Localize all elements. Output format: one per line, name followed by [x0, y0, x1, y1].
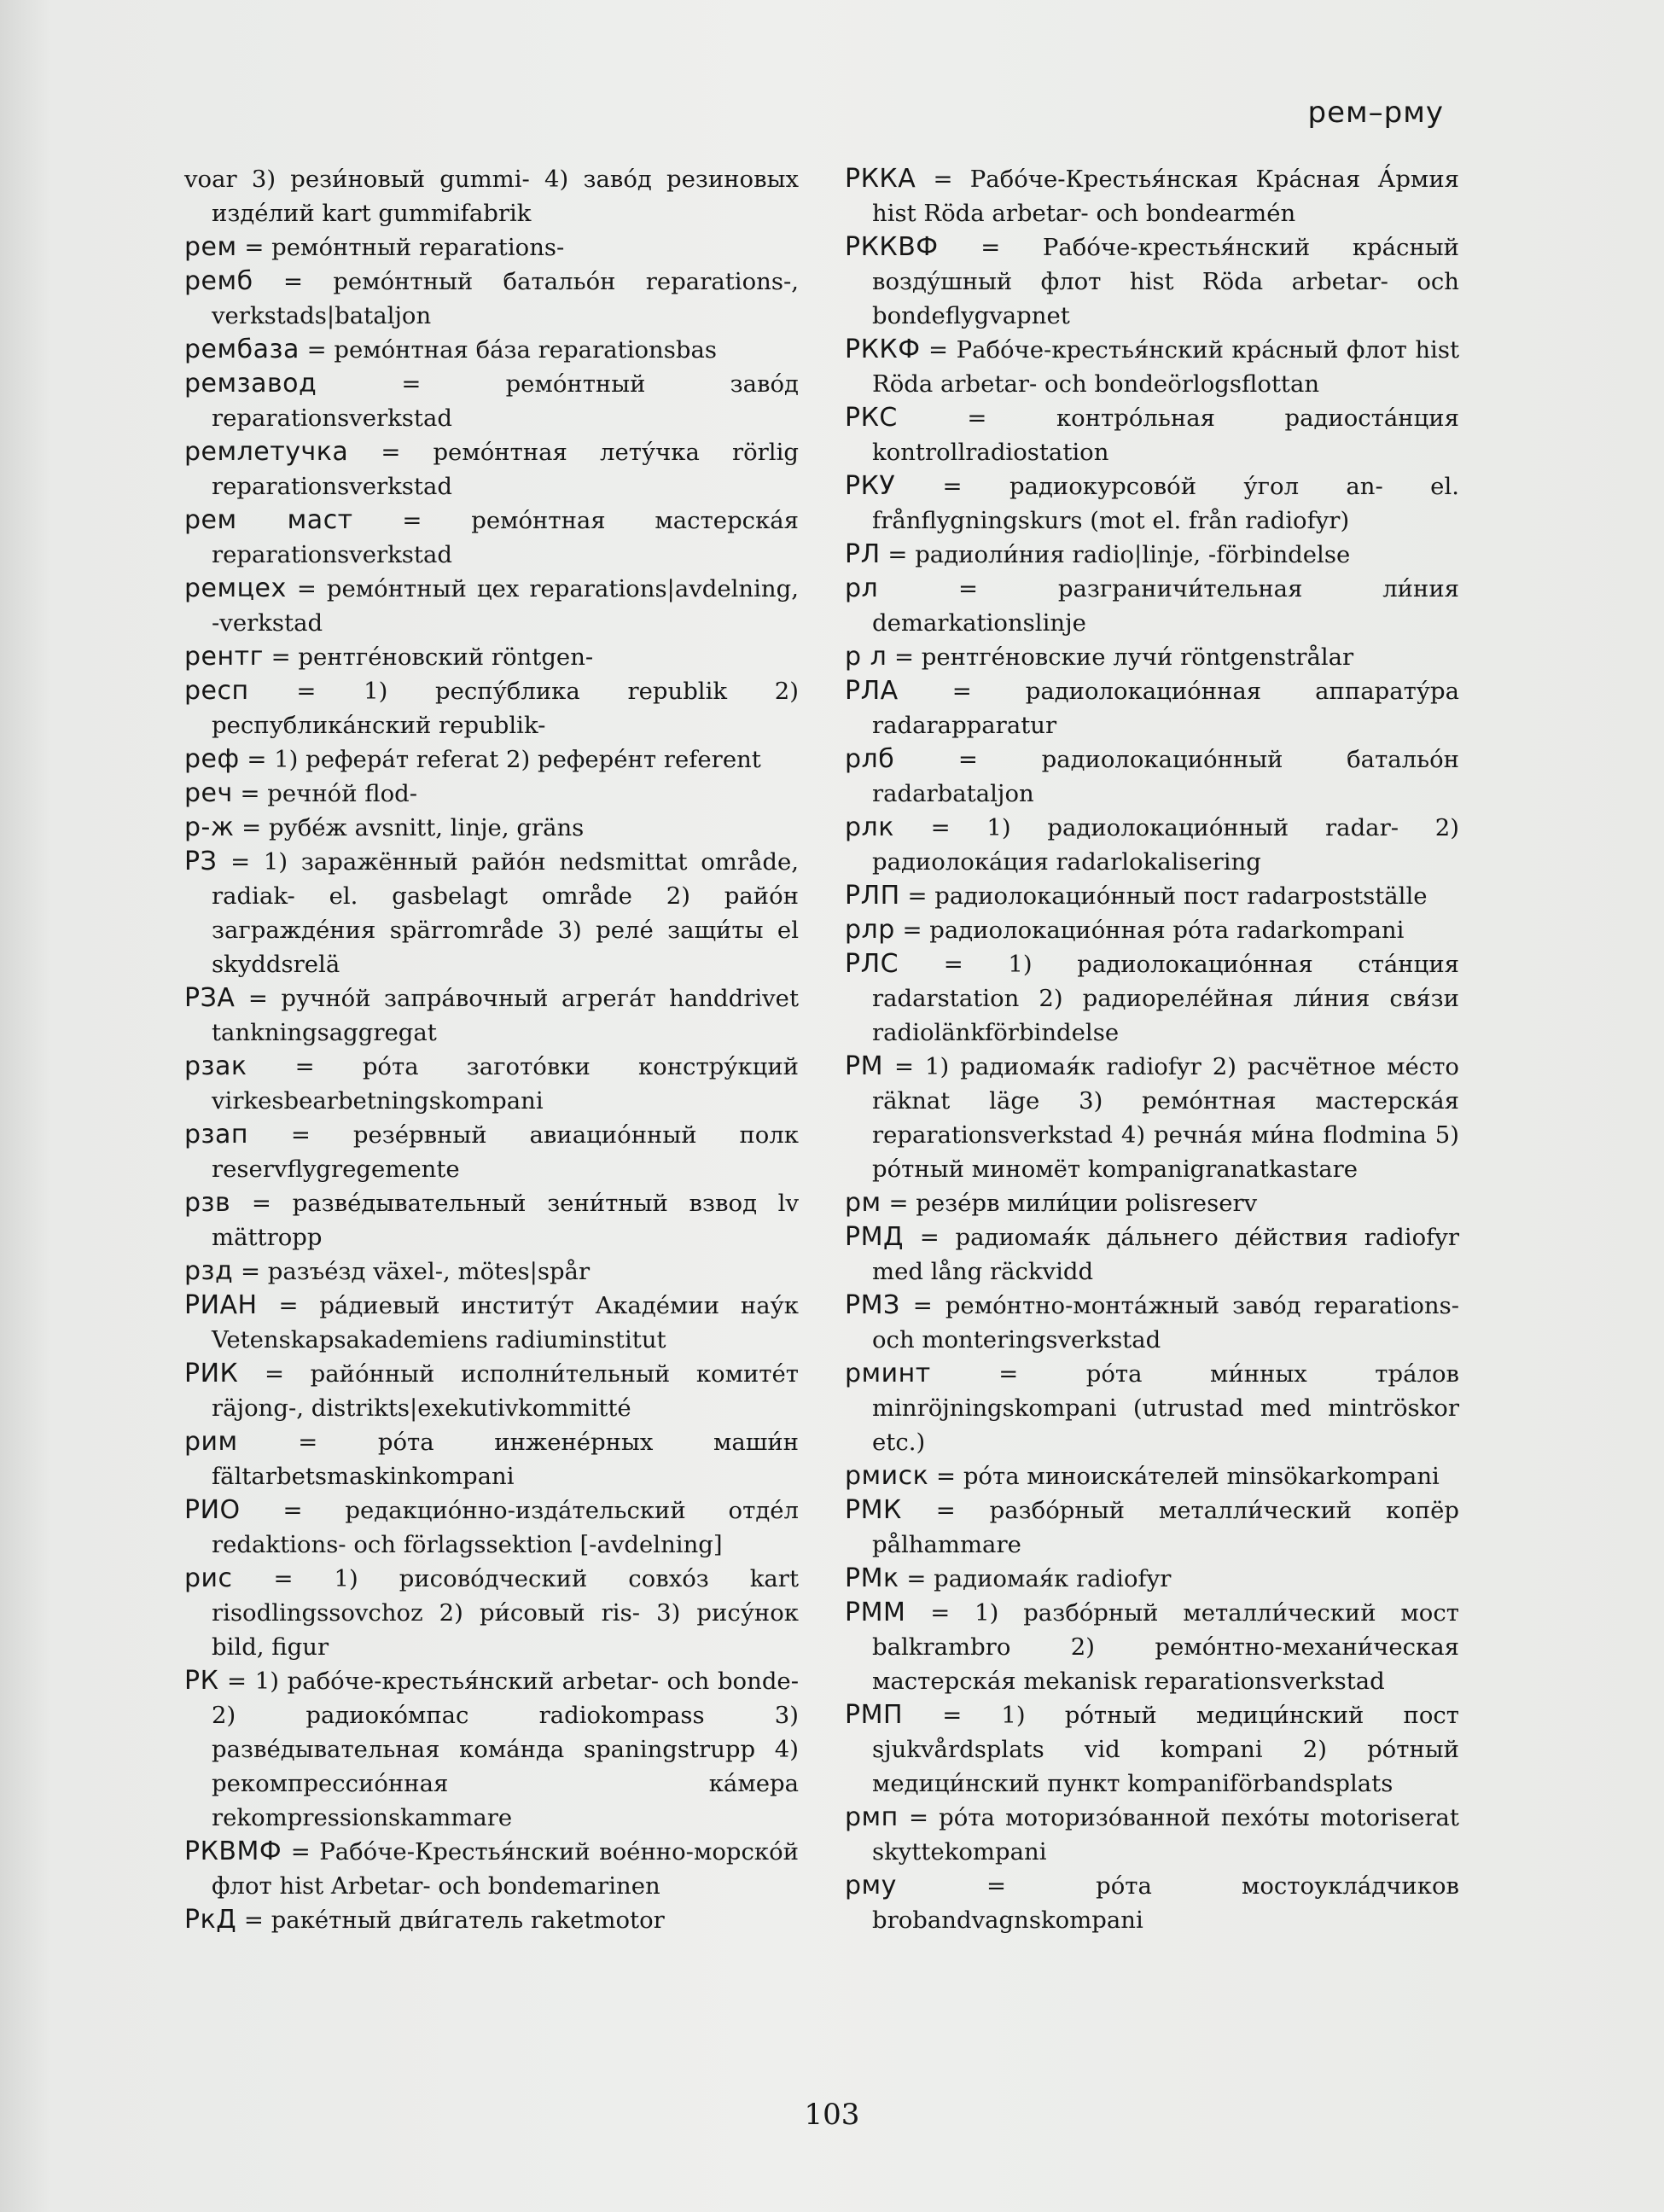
entry-headword: рзап	[184, 1120, 248, 1150]
entry-definition: = ра́диевый институ́т Акаде́мии нау́к Vetenskapsakademiens radiuminstitut	[212, 1292, 799, 1353]
entry-definition: = ремо́нтный батальо́н reparations-, verkstads|bataljon	[212, 268, 799, 329]
entry-headword: рл	[845, 573, 879, 603]
entry-headword: РКС	[845, 403, 898, 433]
dictionary-entry	[845, 162, 1459, 230]
entry-definition: = речно́й flod-	[240, 780, 418, 807]
dictionary-entry	[845, 572, 1459, 640]
dictionary-entry	[845, 538, 1459, 572]
entry-headword: РККФ	[845, 335, 921, 364]
entry-definition: = разграничи́тельная ли́ния demarkationslinje	[872, 575, 1460, 637]
entry-headword: респ	[184, 676, 249, 706]
entry-headword: ремзавод	[184, 369, 317, 399]
dictionary-entry	[184, 162, 799, 230]
entry-definition: = рубе́ж avsnitt, linje, gräns	[241, 814, 585, 841]
dictionary-entry	[845, 913, 1459, 947]
entry-definition: = контро́льная радиоста́нция kontrollradiostation	[872, 405, 1459, 466]
running-header: рем–рму	[1307, 96, 1444, 130]
dictionary-entry	[184, 811, 799, 845]
entry-headword: ремб	[184, 266, 253, 296]
entry-definition: = ремо́нтный reparations-	[244, 234, 565, 261]
right-column	[845, 162, 1459, 1937]
entry-definition: = ро́та ми́нных тра́лов minröjningskompani (utrustad med mintröskor etc.)	[872, 1360, 1459, 1456]
dictionary-entry	[845, 333, 1459, 401]
entry-headword: РЗ	[184, 847, 218, 876]
entry-definition: = ро́та инжене́рных маши́н fältarbetsmaskinkompani	[212, 1429, 799, 1490]
entry-definition: = 1) разбо́рный металли́ческий мост balkrambro 2) ремо́нтно-механи́ческая мастерска́я mekanisk reparationsverkstad	[872, 1599, 1459, 1695]
dictionary-entry	[184, 1254, 799, 1289]
dictionary-entry	[845, 1493, 1459, 1562]
entry-definition: = 1) рисово́дческий совхо́з kart risodlingssovchoz 2) ри́совый ris- 3) рису́нок bild, figur	[212, 1565, 800, 1661]
entry-definition: = ремо́нтная ба́за reparationsbas	[306, 336, 717, 364]
entry-headword: рму	[845, 1871, 897, 1901]
dictionary-entry	[184, 333, 799, 367]
entry-headword: РМ	[845, 1051, 883, 1081]
entry-definition: = ремо́нтный заво́д reparationsverkstad	[212, 370, 799, 432]
dictionary-entry	[845, 674, 1459, 742]
dictionary-entry	[184, 1835, 799, 1903]
entry-headword: РЗА	[184, 983, 236, 1013]
entry-headword: РММ	[845, 1598, 906, 1627]
entry-headword: РК	[184, 1666, 219, 1696]
dictionary-entry	[845, 1698, 1459, 1801]
entry-definition: = резе́рвный авиацио́нный полк reservflygregemente	[212, 1121, 799, 1183]
entry-definition: = разъе́зд växel-, mötes|spår	[241, 1258, 591, 1285]
entry-definition: = ро́та мостоукла́дчиков brobandvagnskompani	[872, 1872, 1459, 1934]
entry-headword: рмп	[845, 1802, 899, 1832]
entry-definition: = 1) респу́блика republik 2) республика́нский republik-	[212, 678, 799, 739]
entry-definition: = Рабо́че-Крестья́нский вое́нно-морско́й флот hist Arbetar- och bondemarinen	[212, 1838, 799, 1900]
entry-headword: рзв	[184, 1188, 231, 1218]
dictionary-entry	[184, 1289, 799, 1357]
dictionary-entry	[184, 367, 799, 435]
entry-definition: = радиолокацио́нная аппарату́ра radarapparatur	[872, 678, 1459, 739]
entry-headword: р-ж	[184, 812, 235, 842]
dictionary-entry	[845, 1459, 1459, 1493]
entry-headword: реф	[184, 744, 240, 774]
entry-headword: рзд	[184, 1256, 234, 1286]
entry-definition: = раке́тный дви́гатель raketmotor	[243, 1906, 665, 1934]
dictionary-entry	[184, 1425, 799, 1493]
entry-headword: РИО	[184, 1495, 241, 1525]
entry-headword: РМД	[845, 1222, 904, 1252]
entry-headword: РИК	[184, 1359, 239, 1388]
entry-headword: РЛА	[845, 676, 899, 706]
dictionary-entry	[845, 1357, 1459, 1459]
entry-headword: РЛС	[845, 949, 899, 979]
entry-definition: = радиомая́к да́льнего де́йствия radiofyr med lång räckvidd	[872, 1224, 1459, 1285]
entry-headword: рем маст	[184, 505, 353, 535]
entry-headword: РМП	[845, 1700, 904, 1730]
entry-headword: рентг	[184, 642, 264, 672]
dictionary-entry	[845, 401, 1459, 469]
dictionary-entry	[845, 1186, 1459, 1220]
entry-headword: рембаза	[184, 335, 300, 364]
entry-headword: РИАН	[184, 1290, 258, 1320]
entry-definition: = разбо́рный металли́ческий копёр pålhammare	[872, 1497, 1459, 1558]
dictionary-entry	[845, 230, 1459, 333]
dictionary-entry	[845, 742, 1459, 811]
entry-headword: РЛ	[845, 539, 881, 569]
dictionary-entry	[845, 640, 1459, 674]
entry-definition: = 1) ро́тный медици́нский пост sjukvårdsplats vid kompani 2) ро́тный медици́нский пункт kompaniförbandsplats	[872, 1702, 1459, 1797]
dictionary-entry	[184, 674, 799, 742]
entry-definition: = ремо́нтно-монта́жный заво́д reparations- och monteringsverkstad	[872, 1292, 1459, 1353]
dictionary-entry	[184, 1118, 799, 1186]
dictionary-entry	[184, 1903, 799, 1937]
dictionary-entry	[184, 1357, 799, 1425]
entry-definition: = 1) заражённый райо́н nedsmittat område, radiak- el. gasbelagt område 2) райо́н загражде́ния spärrområde 3) реле́ защи́ты el skyddsrelä	[212, 848, 799, 978]
entry-definition: = Рабо́че-крестья́нский кра́сный флот hist Röda arbetar- och bondeörlogsflottan	[872, 336, 1459, 398]
entry-definition: = ремо́нтный цех reparations|avdelning, -verkstad	[212, 575, 799, 637]
dictionary-entry	[184, 1664, 799, 1835]
dictionary-entry	[845, 469, 1459, 538]
left-column	[184, 162, 799, 1937]
entry-definition: = ро́та моторизо́ванной пехо́ты motoriserat skyttekompani	[872, 1804, 1459, 1866]
entry-definition: = редакцио́нно-изда́тельский отде́л redaktions- och förlagssektion [-avdelning]	[212, 1497, 799, 1558]
entry-definition: voar 3) рези́новый gummi- 4) заво́д резиновых изде́лий kart gummifabrik	[184, 166, 799, 227]
entry-definition: = разве́дывательный зени́тный взвод lv mättropp	[212, 1190, 800, 1251]
entry-headword: рис	[184, 1563, 233, 1593]
dictionary-entry	[845, 1050, 1459, 1186]
entry-definition: = радиолокацио́нный батальо́н radarbataljon	[872, 746, 1460, 807]
entry-headword: рем	[184, 232, 237, 262]
entry-headword: РКВМФ	[184, 1837, 282, 1866]
dictionary-entry	[184, 1562, 799, 1664]
entry-definition: = радиолокацио́нная ро́та radarkompani	[902, 917, 1405, 944]
dictionary-entry	[184, 572, 799, 640]
entry-definition: = ремо́нтная мастерска́я reparationsverkstad	[212, 507, 800, 568]
entry-definition: = рентге́новские лучи́ röntgenstrålar	[894, 643, 1354, 671]
page-number: 103	[804, 2098, 860, 2132]
dictionary-entry	[845, 879, 1459, 913]
dictionary-entry	[845, 1801, 1459, 1869]
entry-headword: рим	[184, 1427, 238, 1457]
entry-definition: = ремо́нтная лету́чка rörlig reparationsverkstad	[212, 439, 799, 500]
entry-definition: = 1) радиомая́к radiofyr 2) расчётное ме́сто räknat läge 3) ремо́нтная мастерска́я reparationsverkstad 4) речна́я ми́на flodmina 5) ро́тный миномёт kompanigranatkastare	[872, 1053, 1459, 1183]
entry-headword: ремцех	[184, 573, 287, 603]
entry-definition: = радиолокацио́нный пост radarpostställe	[907, 882, 1428, 910]
entry-definition: = Рабо́че-Крестья́нская Кра́сная А́рмия hist Röda arbetar- och bondearmén	[872, 166, 1459, 227]
entry-headword: РМЗ	[845, 1290, 900, 1320]
dictionary-entry	[845, 1220, 1459, 1289]
dictionary-entry	[184, 265, 799, 333]
entry-headword: рлб	[845, 744, 895, 774]
entry-definition: = радиокурсово́й у́гол an- el. frånflygningskurs (mot el. från radiofyr)	[872, 473, 1459, 534]
dictionary-entry	[184, 845, 799, 981]
entry-headword: рзак	[184, 1051, 247, 1081]
dictionary-entry	[845, 1562, 1459, 1596]
entry-headword: РкД	[184, 1905, 237, 1935]
entry-headword: рмиск	[845, 1461, 929, 1491]
entry-definition: = ро́та миноиска́телей minsökarkompani	[936, 1463, 1440, 1490]
dictionary-entry	[845, 1289, 1459, 1357]
entry-definition: = 1) рабо́че-крестья́нский arbetar- och bonde- 2) радиоко́мпас radiokompass 3) разве́дывательная кома́нда spaningstrupp 4) рекомпрессио́нная ка́мера rekompressionskammare	[212, 1668, 799, 1831]
entry-definition: = 1) радиолокацио́нная ста́нция radarstation 2) радиореле́йная ли́ния свя́зи radiolänkförbindelse	[872, 951, 1459, 1046]
entry-headword: р л	[845, 642, 887, 672]
dictionary-entry	[184, 1186, 799, 1254]
dictionary-entry	[184, 1493, 799, 1562]
entry-headword: РЛП	[845, 881, 900, 911]
entry-definition: = ро́та загото́вки констру́кций virkesbearbetningskompani	[212, 1053, 799, 1115]
entry-headword: РККВФ	[845, 232, 939, 262]
entry-headword: реч	[184, 778, 233, 808]
entry-definition: = 1) рефера́т referat 2) рефере́нт referent	[247, 746, 761, 773]
entry-definition: = радиомая́к radiofyr	[906, 1565, 1172, 1592]
dictionary-entry	[184, 742, 799, 777]
entry-definition: = резе́рв мили́ции polisreserv	[888, 1190, 1258, 1217]
entry-headword: рм	[845, 1188, 881, 1218]
dictionary-entry	[184, 1050, 799, 1118]
entry-headword: рминт	[845, 1359, 931, 1388]
entry-headword: рлр	[845, 915, 895, 945]
dictionary-entry	[184, 230, 799, 265]
entry-headword: рлк	[845, 812, 894, 842]
entry-definition: = радиоли́ния radio|linje, -förbindelse	[887, 541, 1351, 568]
entry-headword: РМк	[845, 1563, 899, 1593]
entry-headword: РКУ	[845, 471, 896, 501]
dictionary-entry	[845, 811, 1459, 879]
entry-definition: = ручно́й запра́вочный агрега́т handdrivet tankningsaggregat	[212, 985, 799, 1046]
entry-headword: РККА	[845, 164, 916, 194]
dictionary-entry	[845, 947, 1459, 1050]
entry-definition: = рентге́новский röntgen-	[271, 643, 594, 671]
dictionary-entry	[184, 640, 799, 674]
dictionary-entry	[184, 777, 799, 811]
entry-headword: РМК	[845, 1495, 902, 1525]
entry-definition: = 1) радиолокацио́нный radar- 2) радиолока́ция radarlokalisering	[872, 814, 1459, 876]
entry-definition: = райо́нный исполни́тельный комите́т räjong-, distrikts|exekutivkommitté	[212, 1360, 799, 1422]
dictionary-entry	[184, 435, 799, 504]
dictionary-entry	[184, 981, 799, 1050]
entry-headword: ремлетучка	[184, 437, 349, 467]
dictionary-entry	[184, 504, 799, 572]
entry-definition: = Рабо́че-крестья́нский кра́сный возду́шный флот hist Röda arbetar- och bondeflygvapnet	[872, 234, 1459, 329]
dictionary-entry	[845, 1596, 1459, 1698]
dictionary-entry	[845, 1869, 1459, 1937]
